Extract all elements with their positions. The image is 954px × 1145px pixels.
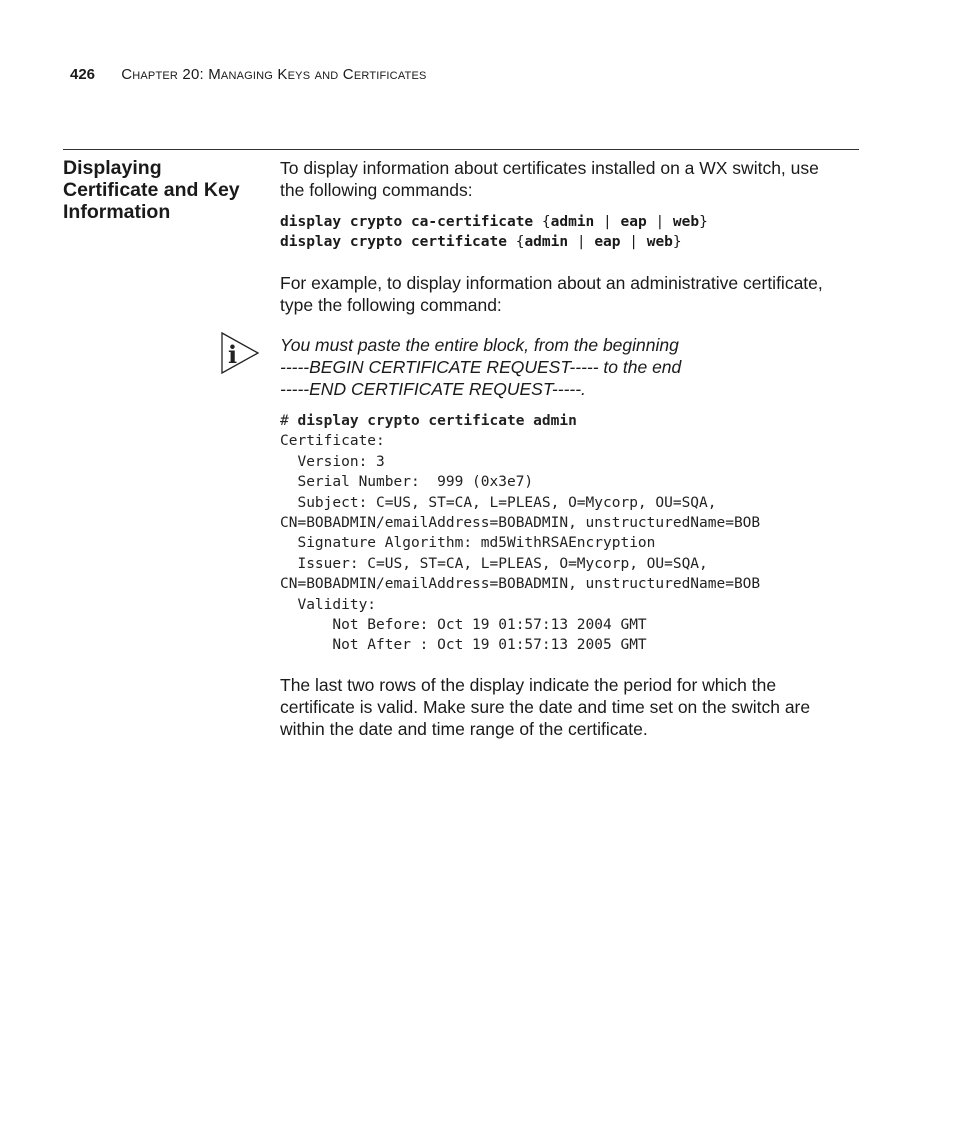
code-output-line: Serial Number: 999 (0x3e7) xyxy=(280,474,534,491)
svg-text:i: i xyxy=(228,340,238,369)
code-output-line: CN=BOBADMIN/emailAddress=BOBADMIN, unstructuredName=BOB xyxy=(280,576,761,593)
command-line: display crypto ca-certificate {admin | eap | web} xyxy=(280,214,708,230)
info-icon xyxy=(220,330,260,376)
command-keyword: display crypto ca-certificate xyxy=(280,214,534,230)
command-option: eap xyxy=(620,214,647,230)
code-output-line: Subject: C=US, ST=CA, L=PLEAS, O=Mycorp, OU=SQA, xyxy=(280,494,717,511)
code-output-line: Validity: xyxy=(280,596,377,613)
code-prompt: # xyxy=(280,413,298,429)
code-output-line: Certificate: xyxy=(280,433,385,450)
intro-line: the following commands: xyxy=(280,180,473,200)
command-option: admin xyxy=(550,214,595,230)
closing-line: certificate is valid. Make sure the date and time set on the switch are xyxy=(280,696,811,717)
section-heading-line: Certificate and Key xyxy=(63,179,240,201)
command-keyword: display crypto certificate xyxy=(280,234,507,250)
command-option: admin xyxy=(524,234,569,250)
note-text xyxy=(280,334,855,400)
closing-paragraph xyxy=(280,674,855,740)
code-example xyxy=(280,411,855,656)
note-line: -----BEGIN CERTIFICATE REQUEST----- to the end xyxy=(280,357,682,377)
note-line: -----END CERTIFICATE REQUEST-----. xyxy=(280,379,586,399)
code-output-line: Version: 3 xyxy=(280,453,385,470)
code-output-line: Issuer: C=US, ST=CA, L=PLEAS, O=Mycorp, OU=SQA, xyxy=(280,555,708,572)
section-heading xyxy=(63,157,263,223)
section-body xyxy=(228,157,855,740)
code-output-line: Not After : Oct 19 01:57:13 2005 GMT xyxy=(280,637,647,654)
closing-line: The last two rows of the display indicate the period for which the xyxy=(280,674,777,695)
section-heading-line: Displaying xyxy=(63,157,162,179)
code-command-line xyxy=(280,411,855,431)
page-number: 426 xyxy=(70,66,96,83)
code-output-line: CN=BOBADMIN/emailAddress=BOBADMIN, unstructuredName=BOB xyxy=(280,515,761,532)
code-output-line: Not Before: Oct 19 01:57:13 2004 GMT xyxy=(280,617,647,634)
intro-line: To display information about certificates installed on a WX switch, use xyxy=(280,158,819,178)
chapter-title: Chapter 20: Managing Keys and Certificates xyxy=(121,66,427,83)
closing-line: within the date and time range of the certificate. xyxy=(280,718,648,739)
code-output-line: Signature Algorithm: md5WithRSAEncryption xyxy=(280,535,656,552)
example-paragraph xyxy=(280,272,855,316)
command-option: web xyxy=(672,214,700,230)
note-line: You must paste the entire block, from the beginning xyxy=(280,335,679,355)
note-callout xyxy=(228,334,855,400)
example-line: For example, to display information about an administrative certificate, xyxy=(280,273,823,293)
intro-paragraph xyxy=(280,157,855,201)
command-option: web xyxy=(646,234,673,250)
running-head xyxy=(70,66,427,83)
command-option: eap xyxy=(594,234,621,250)
example-line: type the following command: xyxy=(280,295,502,315)
command-syntax xyxy=(280,212,855,252)
section-heading-line: Information xyxy=(63,201,171,223)
code-command: display crypto certificate admin xyxy=(297,413,577,429)
command-line: display crypto certificate {admin | eap | web} xyxy=(280,234,682,250)
section-divider xyxy=(63,149,859,150)
